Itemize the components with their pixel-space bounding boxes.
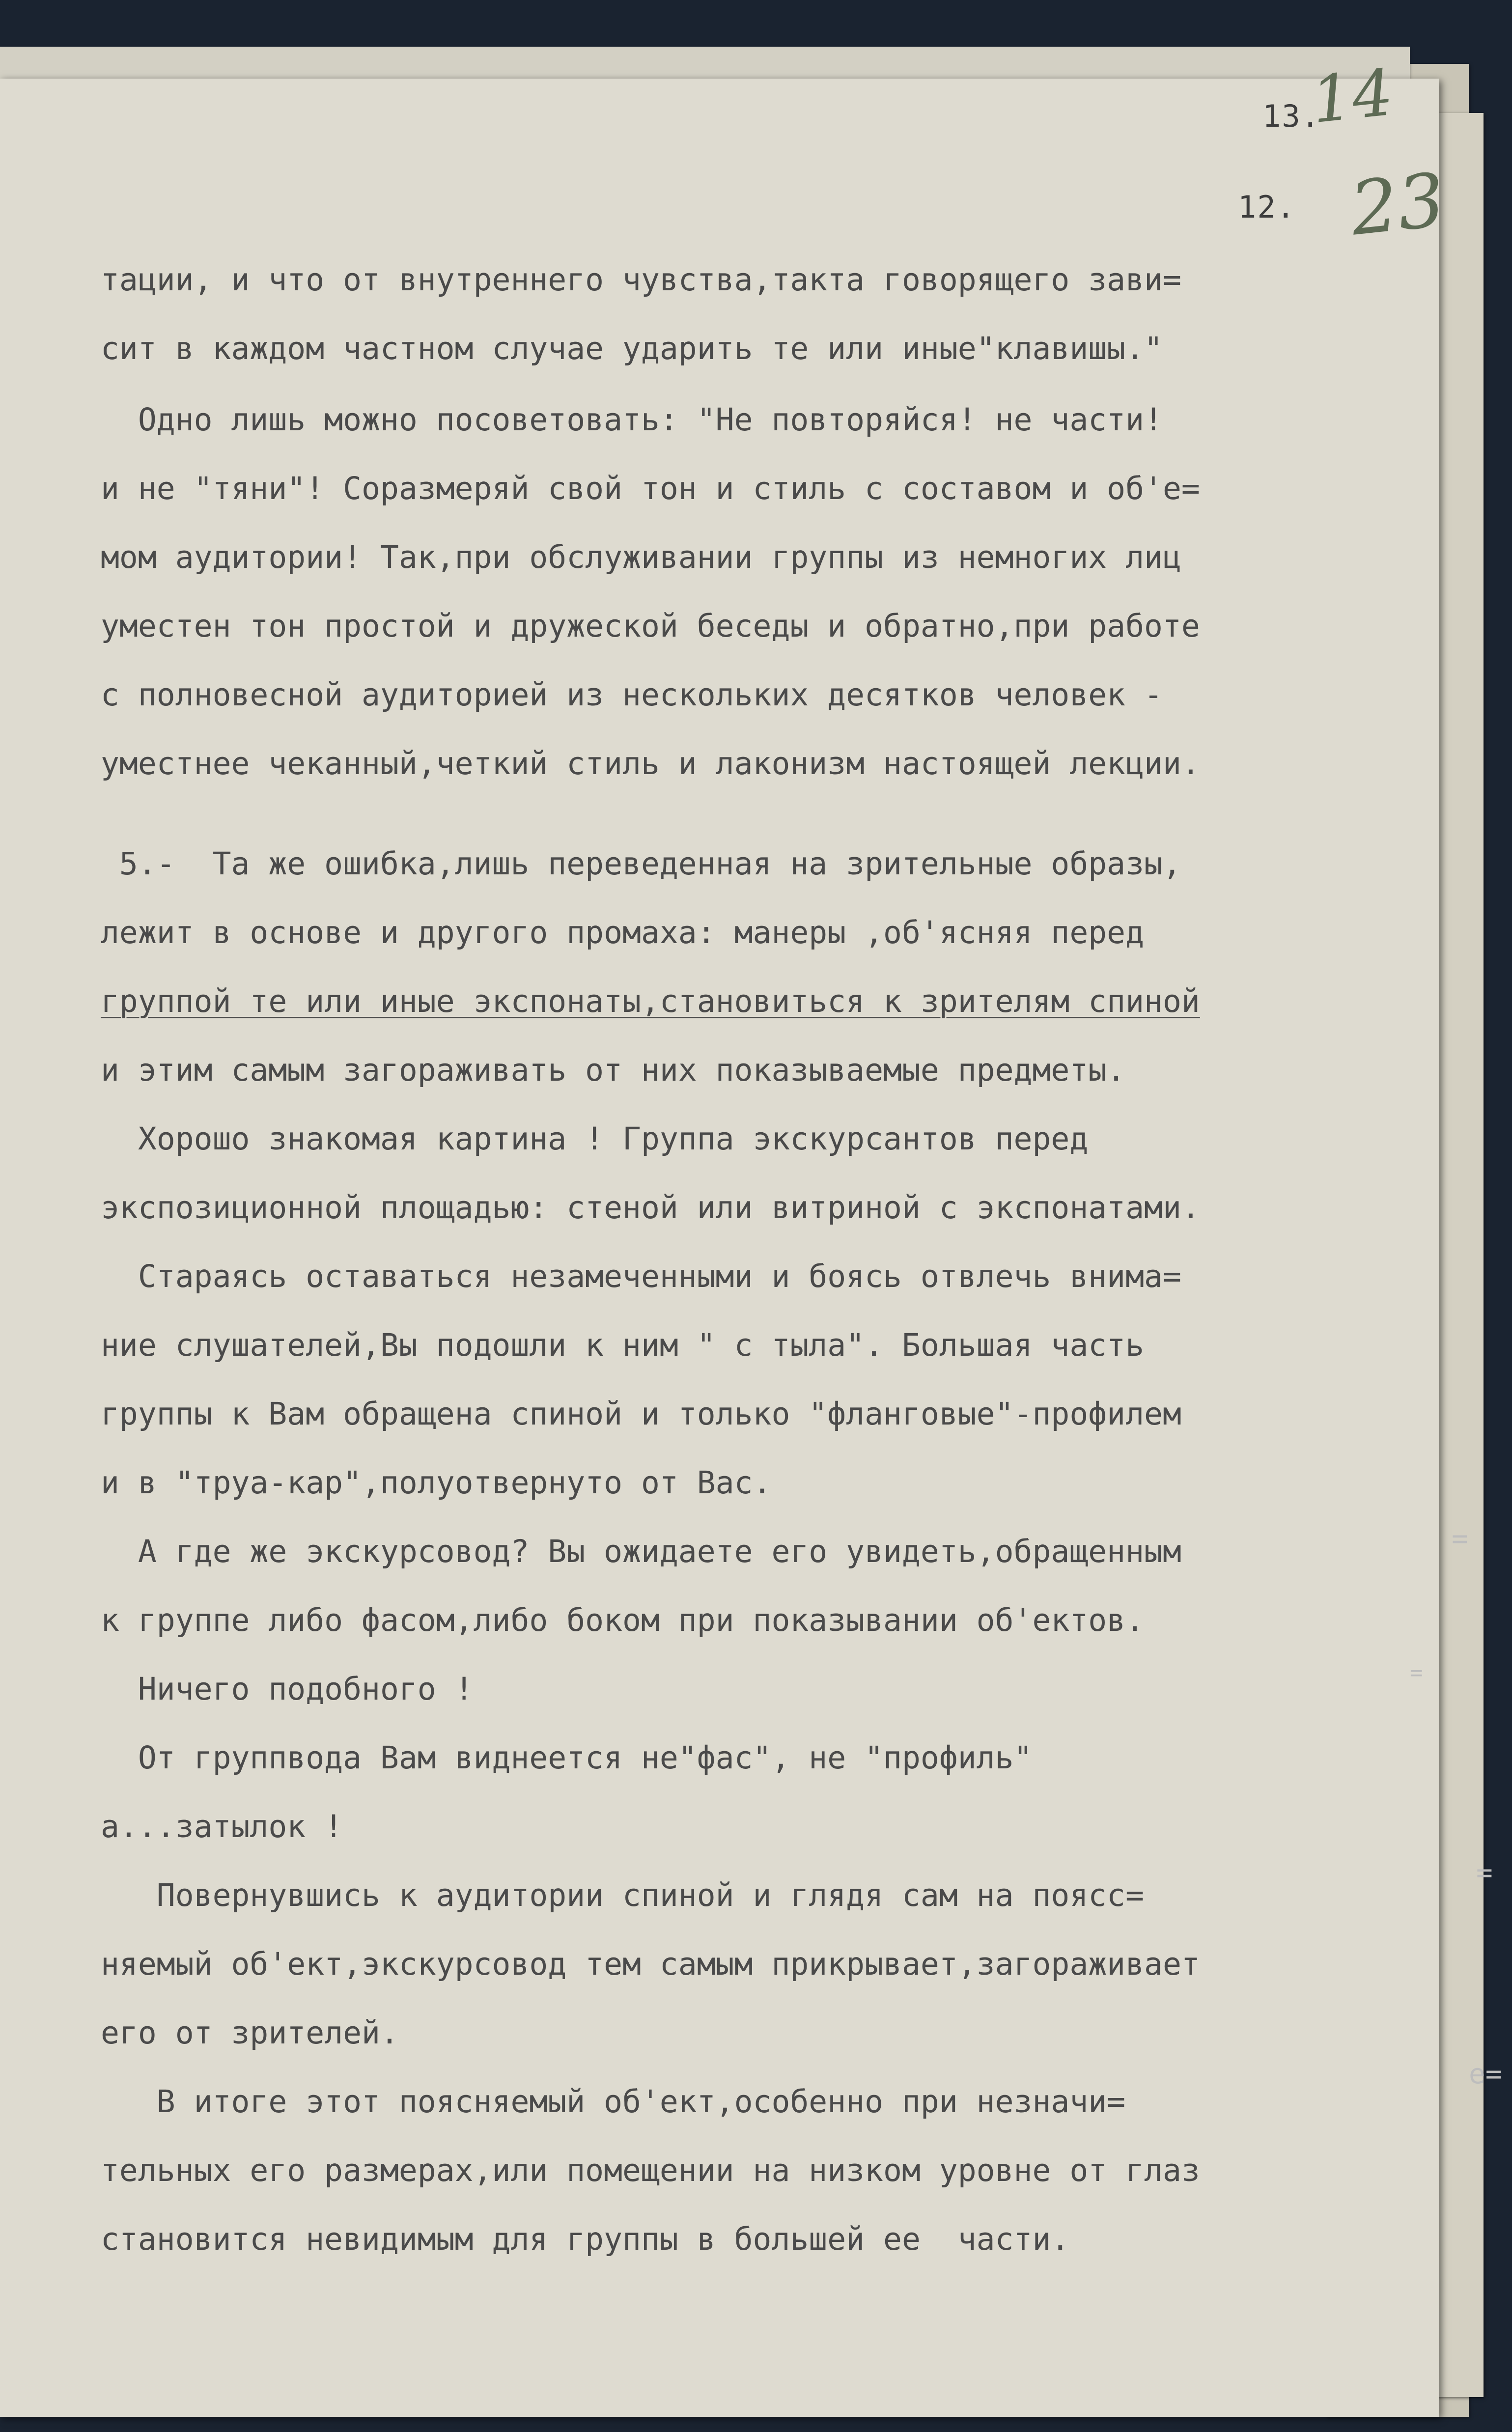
margin-mark: =	[1476, 1857, 1493, 1889]
text-line: ние слушателей,Вы подошли к ним " с тыла". Большая часть	[101, 1327, 1145, 1363]
text-line: его от зрителей.	[101, 2015, 399, 2051]
text-line: Одно лишь можно посоветовать: "Не повторяйся! не части!	[101, 402, 1163, 438]
text-line: уместен тон простой и дружеской беседы и обратно,при работе	[101, 608, 1200, 644]
text-line: становится невидимым для группы в большей ее части.	[101, 2221, 1070, 2257]
text-line: няемый об'ект,экскурсовод тем самым прикрывает,загораживает	[101, 1946, 1200, 1982]
outer-pencil-number: 14	[1308, 55, 1397, 138]
text-line: 5.- Та же ошибка,лишь переведенная на зрительные образы,	[101, 846, 1181, 882]
text-line: Ничего подобного !	[101, 1671, 474, 1707]
text-line: мом аудитории! Так,при обслуживании группы из немногих лиц	[101, 539, 1181, 575]
text-line: лежит в основе и другого промаха: манеры ,об'ясняя перед	[101, 915, 1145, 950]
text-line: экспозиционной площадью: стеной или витриной с экспонатами.	[101, 1190, 1200, 1226]
text-line: тельных его размерах,или помещении на низком уровне от глаз	[101, 2152, 1200, 2188]
text-line: и не "тяни"! Соразмеряй свой тон и стиль с составом и об'е=	[101, 471, 1200, 506]
inner-pencil-number: 23	[1346, 157, 1449, 252]
text-line: и в "труа-кар",полуотвернуто от Вас.	[101, 1465, 772, 1501]
text-line: В итоге этот поясняемый об'ект,особенно при незначи=	[101, 2084, 1126, 2120]
outer-page-number: 13.	[1262, 98, 1320, 134]
text-line-underlined: группой те или иные экспонаты,становиться к зрителям спиной	[101, 983, 1200, 1019]
text-line: группы к Вам обращена спиной и только "фланговые"-профилем	[101, 1396, 1181, 1432]
inner-page-number: 12.	[1238, 189, 1296, 225]
text-line: уместнее чеканный,четкий стиль и лаконизм настоящей лекции.	[101, 746, 1200, 782]
margin-mark: =	[1410, 1660, 1423, 1685]
text-line: А где же экскурсовод? Вы ожидаете его увидеть,обращенным	[101, 1534, 1181, 1569]
margin-mark: е=	[1469, 2058, 1502, 2090]
text-line: Хорошо знакомая картина ! Группа экскурсантов перед	[101, 1121, 1089, 1157]
text-line: Повернувшись к аудитории спиной и глядя сам на поясс=	[101, 1877, 1145, 1913]
text-line: а...затылок !	[101, 1809, 343, 1845]
text-line: с полновесной аудиторией из нескольких десятков человек -	[101, 677, 1163, 713]
typed-text	[101, 246, 1402, 2274]
text-line: Стараясь оставаться незамеченными и боясь отвлечь внима=	[101, 1258, 1181, 1294]
margin-mark: =	[1452, 1523, 1468, 1555]
text-line: и этим самым загораживать от них показываемые предметы.	[101, 1052, 1126, 1088]
text-line: От группвода Вам виднеется не"фас", не "профиль"	[101, 1740, 1033, 1776]
text-line: тации, и что от внутреннего чувства,такта говорящего зави=	[101, 262, 1181, 298]
text-line: к группе либо фасом,либо боком при показывании об'ектов.	[101, 1602, 1145, 1638]
text-line: сит в каждом частном случае ударить те или иные"клавишы."	[101, 331, 1163, 366]
